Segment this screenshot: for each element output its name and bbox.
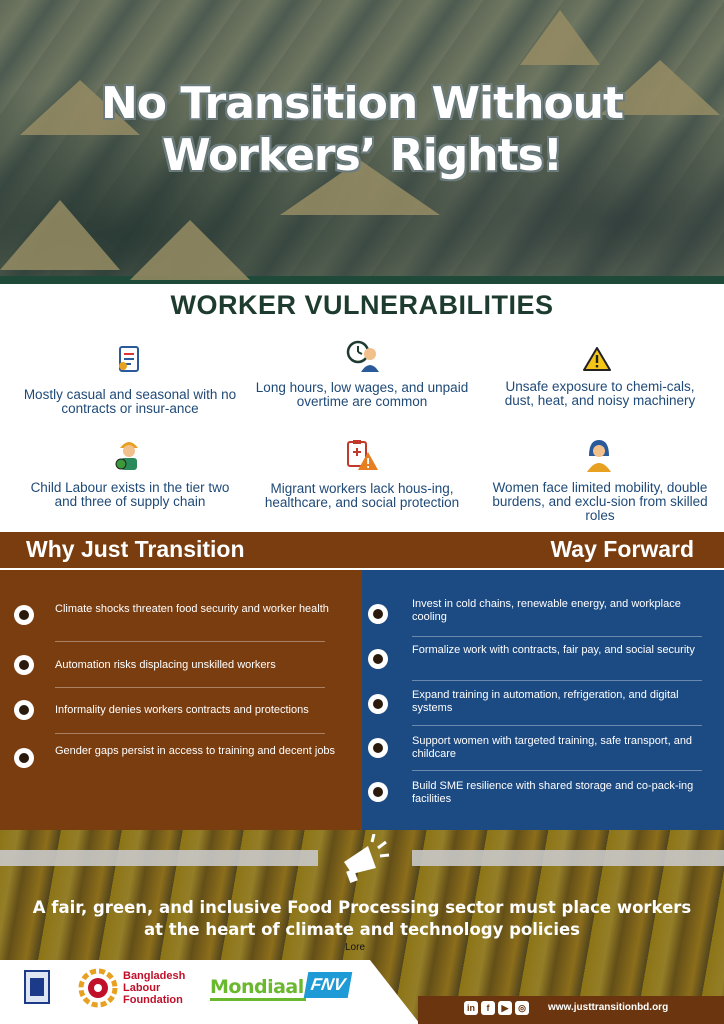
bullet-icon <box>14 605 34 625</box>
website-link[interactable]: www.justtransitionbd.org <box>548 1002 669 1013</box>
divider <box>55 641 325 642</box>
way-forward-panel <box>362 570 724 830</box>
divider <box>55 733 325 734</box>
bullet-icon <box>14 700 34 720</box>
why-item: Automation risks displacing unskilled workers <box>55 659 276 671</box>
divider <box>412 850 724 866</box>
vulnerability-item: Unsafe exposure to chemi-cals, dust, heat, and noisy machinery <box>504 379 696 408</box>
page-title <box>0 78 724 182</box>
forward-item: Invest in cold chains, renewable energy, and workplace cooling <box>412 598 681 623</box>
blf-line-3: Foundation <box>123 994 183 1006</box>
forward-item: Formalize work with contracts, fair pay, and social security <box>412 644 695 656</box>
divider <box>412 770 702 771</box>
vulnerability-item: Child Labour exists in the tier two and three of supply chain <box>30 480 230 509</box>
blf-name <box>123 970 185 1006</box>
vulnerability-item: Long hours, low wages, and unpaid overtime are common <box>255 380 469 409</box>
clipboard-alert-icon <box>345 438 379 472</box>
way-forward-heading: Way Forward <box>550 536 694 562</box>
mondiaal-underline <box>210 998 306 1001</box>
divider <box>55 687 325 688</box>
child-worker-icon <box>112 436 146 472</box>
mondiaal-logo: Mondiaal <box>210 976 304 998</box>
megaphone-icon <box>338 834 390 886</box>
divider <box>412 636 702 637</box>
facebook-icon[interactable]: f <box>481 1001 495 1015</box>
clock-worker-icon <box>346 338 380 372</box>
warning-icon <box>583 346 611 372</box>
blf-line-2: Labour <box>123 982 161 994</box>
vulnerability-item: Women face limited mobility, double burdens, and exclu-sion from skilled roles <box>492 480 708 523</box>
bullet-icon <box>368 649 388 669</box>
bullet-icon <box>368 738 388 758</box>
title-line-1: No Transition Without <box>100 78 624 129</box>
bullet-icon <box>368 694 388 714</box>
why-item: Climate shocks threaten food security and worker health <box>55 603 329 615</box>
divider <box>0 850 318 866</box>
divider-strip <box>0 276 724 284</box>
woman-worker-icon <box>584 438 614 472</box>
vulnerabilities-title: WORKER VULNERABILITIES <box>170 290 554 320</box>
stray-text: Lore <box>345 942 366 953</box>
why-item: Gender gaps persist in access to training and decent jobs <box>55 745 336 757</box>
forward-item: Expand training in automation, refrigeration, and digital systems <box>412 689 679 714</box>
vulnerability-item: Mostly casual and seasonal with no contracts or insur-ance <box>23 387 237 416</box>
closing-line-1: A fair, green, and inclusive Food Processing sector must place workers <box>32 898 692 917</box>
divider <box>412 725 702 726</box>
youtube-icon[interactable]: ▶ <box>498 1001 512 1015</box>
forward-item: Build SME resilience with shared storage and co-pack-ing facilities <box>412 780 694 805</box>
vulnerability-item: Migrant workers lack hous-ing, healthcare, and social protection <box>264 481 460 510</box>
partner-logo <box>24 970 50 1004</box>
why-list-panel <box>0 570 362 830</box>
title-line-2: Workers’ Rights! <box>162 130 562 181</box>
bullet-icon <box>14 748 34 768</box>
document-icon <box>114 344 144 374</box>
bullet-icon <box>368 782 388 802</box>
blf-line-1: Bangladesh <box>123 970 186 982</box>
bullet-icon <box>368 604 388 624</box>
instagram-icon[interactable]: ◎ <box>515 1001 529 1015</box>
bullet-icon <box>14 655 34 675</box>
section-header-bar <box>0 532 724 568</box>
why-item: Informality denies workers contracts and protections <box>55 704 309 716</box>
forward-item: Support women with targeted training, safe transport, and childcare <box>412 735 693 760</box>
fnv-logo: FNV <box>304 972 353 998</box>
why-just-transition-heading: Why Just Transition <box>26 536 245 562</box>
divider <box>412 680 702 681</box>
blf-logo-icon <box>78 968 118 1008</box>
closing-line-2: at the heart of climate and technology policies <box>143 920 580 939</box>
linkedin-icon[interactable]: in <box>464 1001 478 1015</box>
closing-statement <box>20 897 704 941</box>
